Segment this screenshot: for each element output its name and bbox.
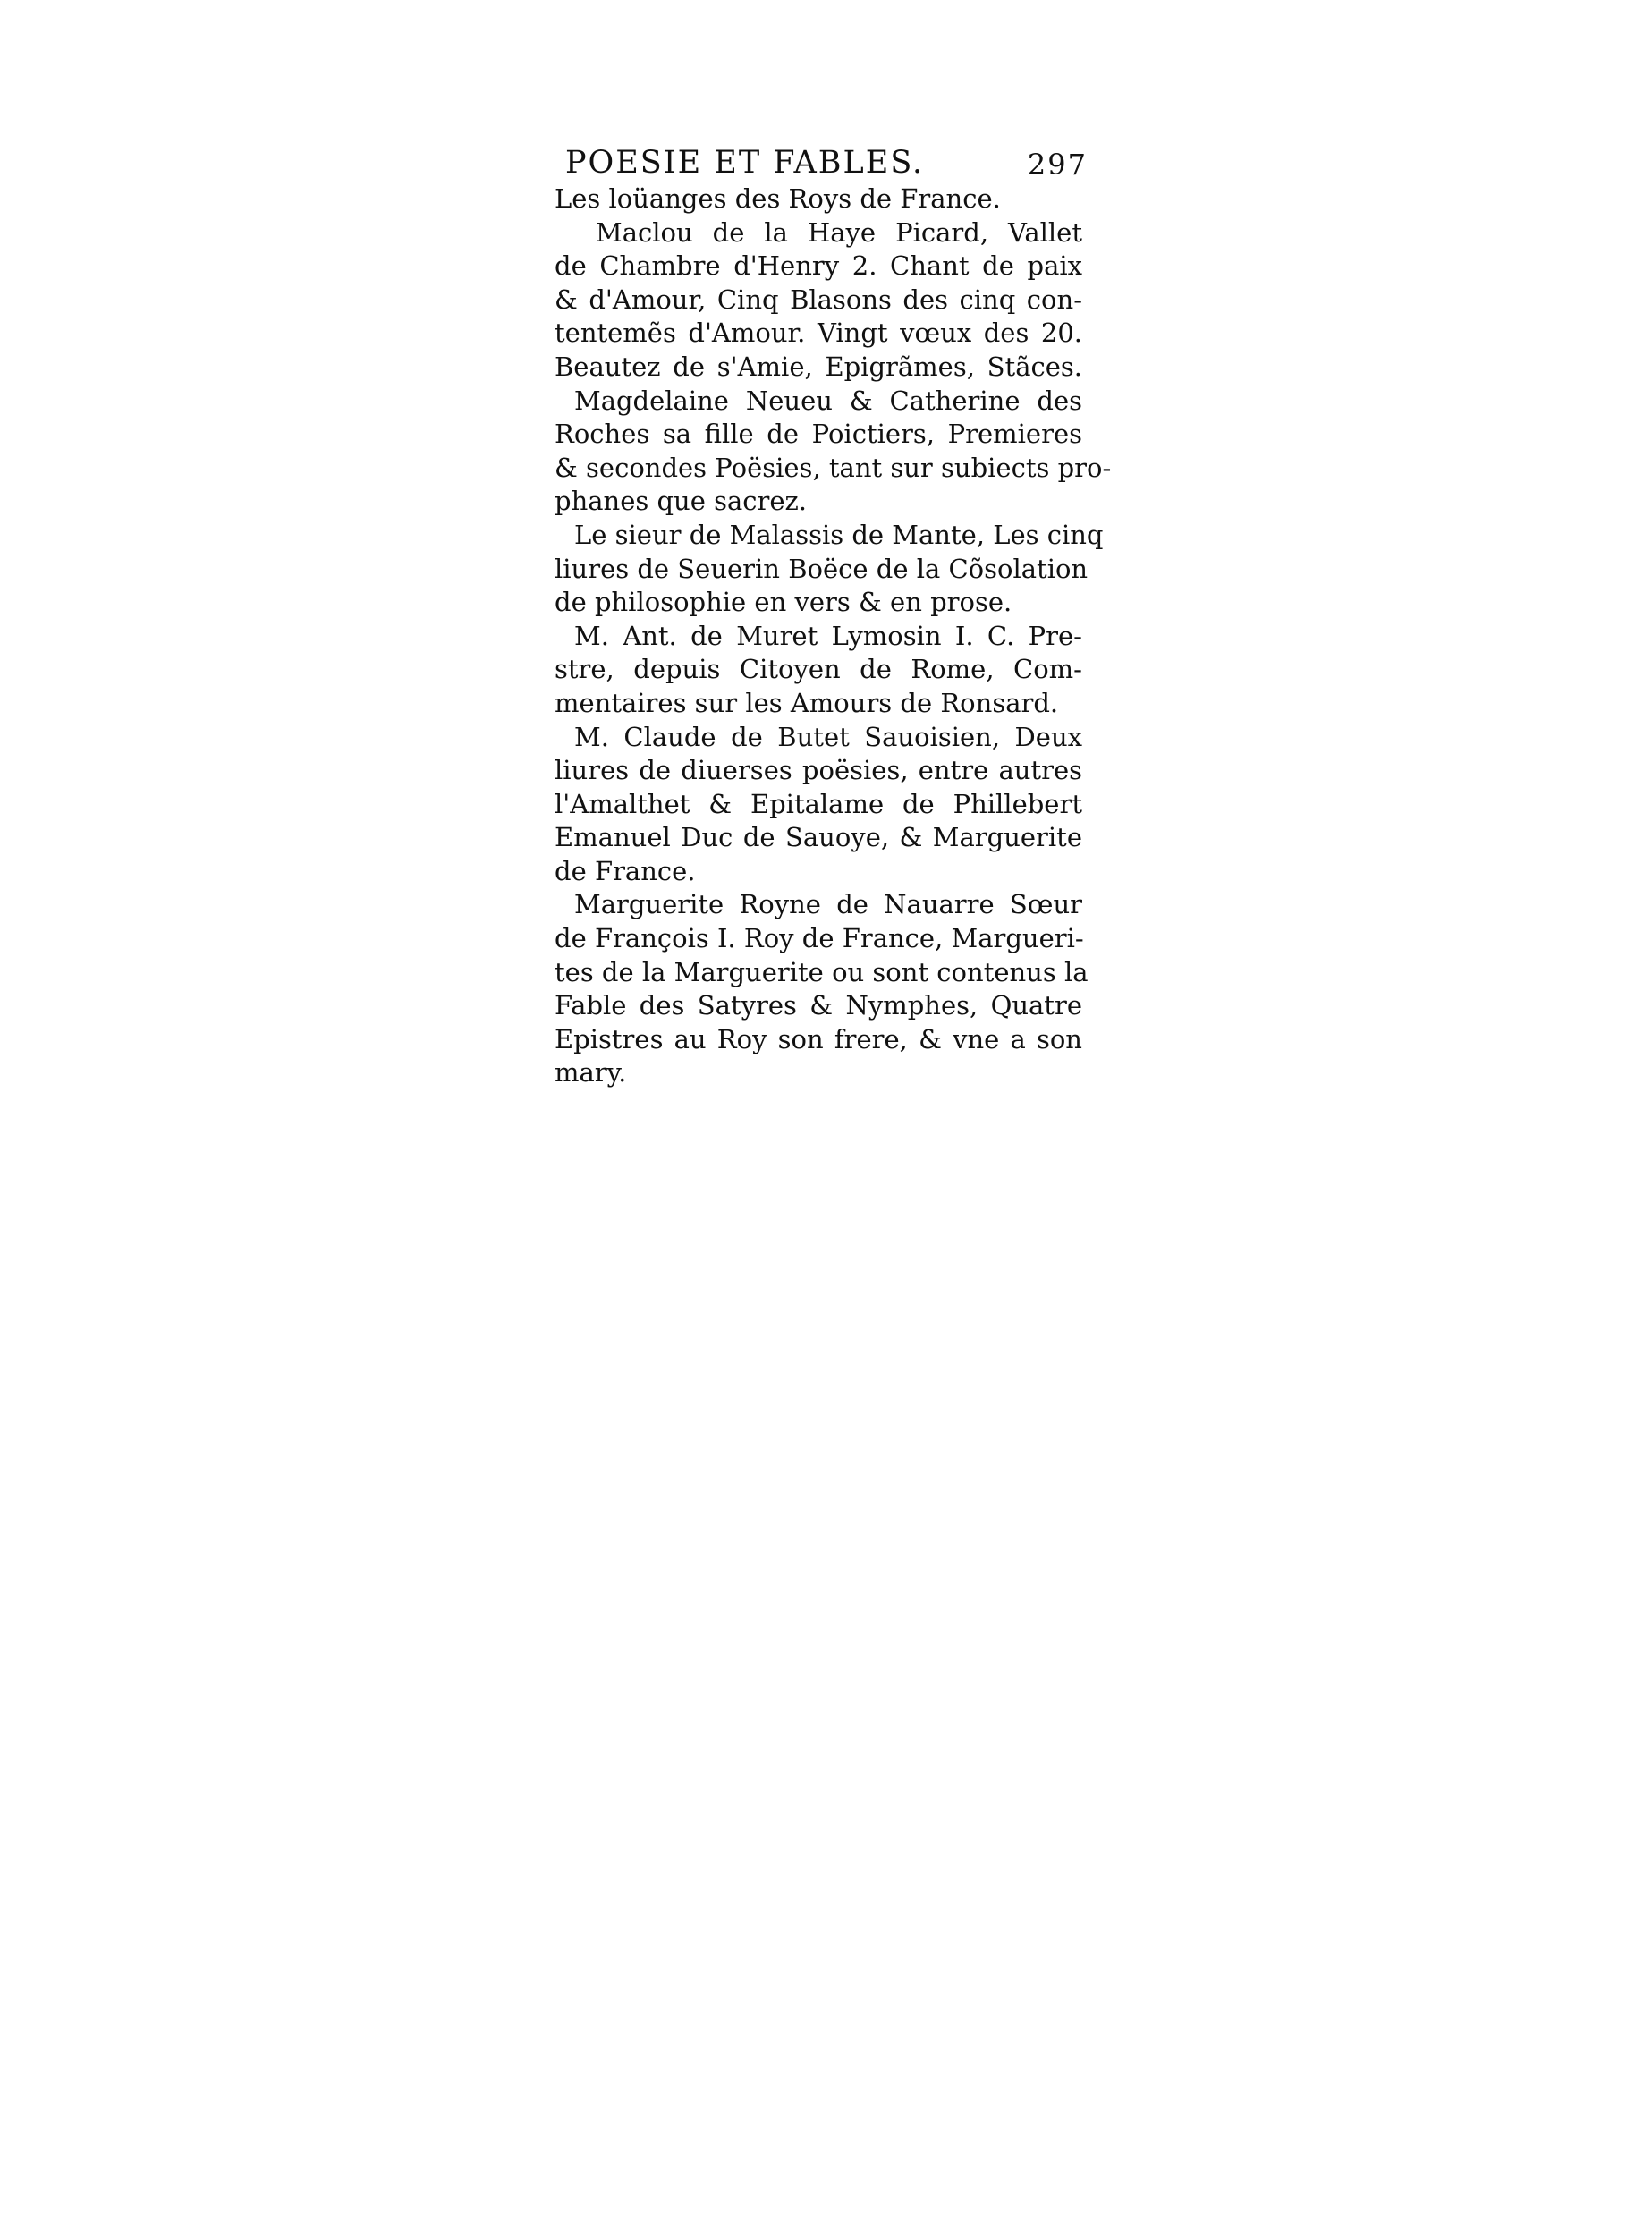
text-line: l'Amalthet & Epitalame de Phillebert bbox=[555, 788, 1082, 819]
text-line: Maclou de la Haye Picard, Vallet bbox=[596, 216, 1082, 248]
text-line: liures de diuerses poësies, entre autres bbox=[555, 755, 1082, 786]
text-line: tentemẽs d'Amour. Vingt vœux des 20. bbox=[555, 318, 1082, 349]
text-line: phanes que sacrez. bbox=[555, 486, 808, 517]
text-line: de François I. Roy de France, Margueri- bbox=[555, 923, 1084, 954]
text-line: mentaires sur les Amours de Ronsard. bbox=[555, 687, 1059, 718]
page-header bbox=[555, 143, 1088, 182]
text-line: de France. bbox=[555, 855, 696, 886]
text-line: Les loüanges des Roys de France. bbox=[555, 183, 1001, 214]
text-line: stre, depuis Citoyen de Rome, Com- bbox=[555, 654, 1082, 685]
text-line: Emanuel Duc de Sauoye, & Marguerite bbox=[555, 822, 1082, 853]
text-line: de Chambre d'Henry 2. Chant de paix bbox=[555, 250, 1082, 282]
running-title: POESIE ET FABLES. bbox=[565, 145, 925, 181]
page-number: 297 bbox=[1027, 148, 1088, 182]
text-line: liures de Seuerin Boëce de la Cõsolation bbox=[555, 553, 1089, 584]
text-line: Beautez de s'Amie, Epigrãmes, Stãces. bbox=[555, 351, 1082, 382]
text-line: Fable des Satyres & Nymphes, Quatre bbox=[555, 990, 1082, 1021]
text-block bbox=[555, 143, 1112, 1090]
text-line: Le sieur de Malassis de Mante, Les cinq bbox=[574, 519, 1104, 550]
text-line: tes de la Marguerite ou sont contenus la bbox=[555, 956, 1089, 987]
text-line: mary. bbox=[555, 1057, 627, 1088]
text-line: Magdelaine Neueu & Catherine des bbox=[574, 385, 1082, 416]
text-line: Marguerite Royne de Nauarre Sœur bbox=[574, 889, 1082, 920]
text-line: Roches sa fille de Poictiers, Premieres bbox=[555, 419, 1082, 450]
text-line: M. Ant. de Muret Lymosin I. C. Pre- bbox=[574, 620, 1082, 651]
text-line: de philosophie en vers & en prose. bbox=[555, 587, 1012, 618]
text-line: & secondes Poësies, tant sur subiects pro- bbox=[555, 452, 1112, 483]
text-line: Epistres au Roy son frere, & vne a son bbox=[555, 1023, 1082, 1054]
text-line: & d'Amour, Cinq Blasons des cinq con- bbox=[555, 284, 1082, 315]
text-line: M. Claude de Butet Sauoisien, Deux bbox=[574, 721, 1082, 752]
